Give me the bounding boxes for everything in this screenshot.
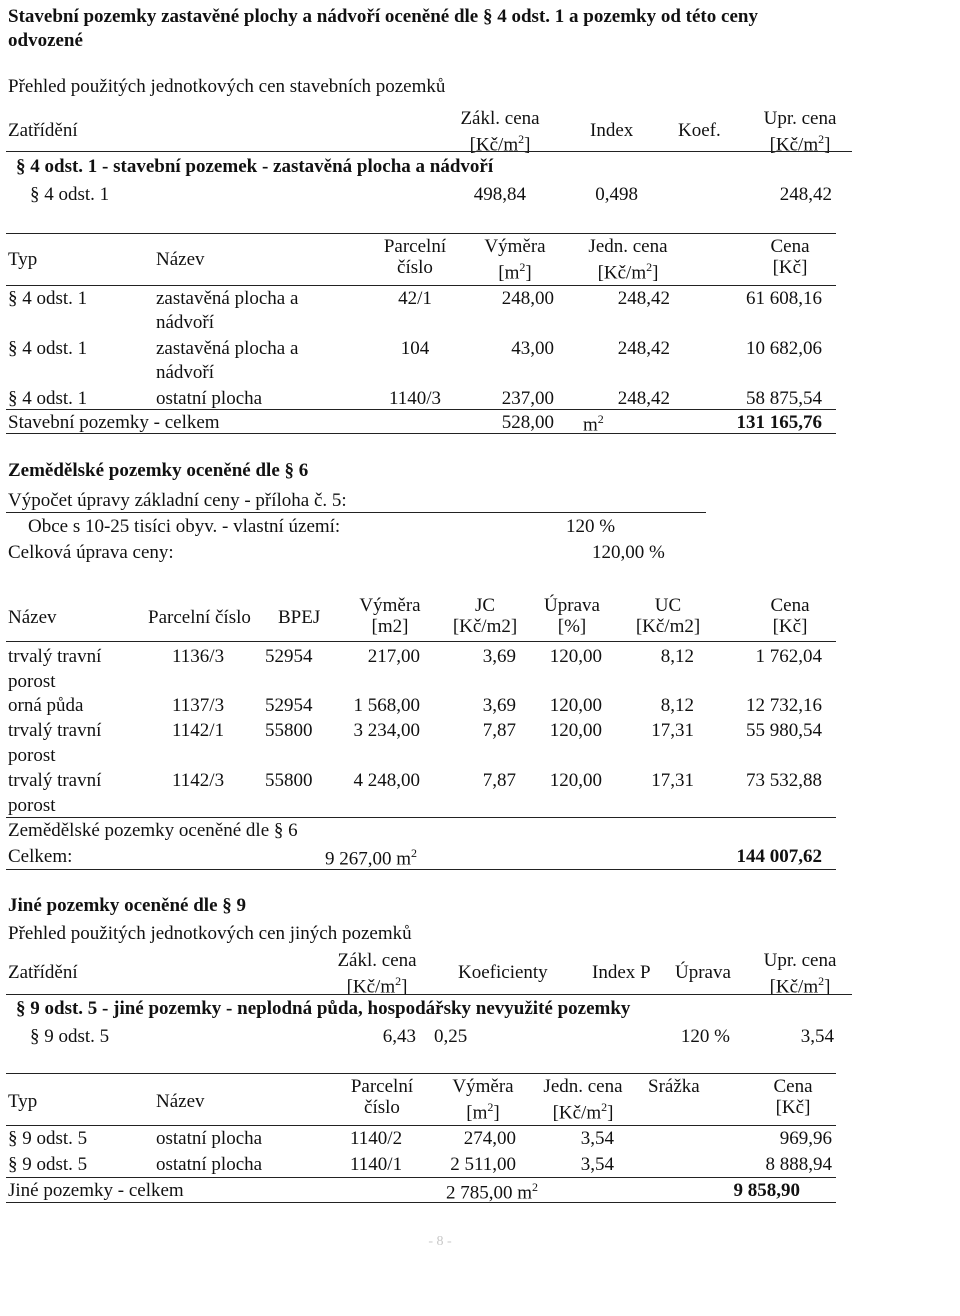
t2-h-jc: JC [Kč/m2] — [452, 595, 518, 637]
t2-celkem-label: Celkem: — [8, 846, 73, 867]
s3-category-upr: 3,54 — [800, 1026, 834, 1047]
h-zakl-cena: Zákl. cena $[Kč/m^2]$ — [460, 108, 540, 156]
divider — [6, 285, 836, 286]
section3-title: Jiné pozemky oceněné dle § 9 — [8, 895, 247, 916]
t1-h-jedn-cena: Jedn. cena $[Kč/m^2]$ — [588, 236, 668, 284]
cell-jc: 7,87 — [482, 720, 516, 741]
t3-total-cena: 9 858,90 — [733, 1180, 800, 1201]
t2-h-bpej: BPEJ — [278, 607, 321, 628]
t2-h-vymera: Výměra [m2] — [359, 595, 421, 637]
category-index: 0,498 — [595, 184, 638, 205]
page-title: Stavební pozemky zastavěné plochy a nádvoří oceněné dle § 4 odst. 1 a pozemky od této ceny — [8, 6, 758, 27]
t1-h-parcelni: Parcelní číslo — [383, 236, 447, 278]
category-zakl: 498,84 — [473, 184, 526, 205]
cell-uc: 17,31 — [651, 720, 694, 741]
divider — [6, 1177, 836, 1178]
h-koef: Koef. — [678, 120, 721, 141]
cell-typ: § 4 odst. 1 — [8, 288, 88, 309]
cell-parcelni: 1142/3 — [172, 770, 225, 791]
cell-uprava: 120,00 — [549, 646, 602, 667]
s3-h-uprava: Úprava — [675, 962, 731, 983]
h-upr-cena: Upr. cena $[Kč/m^2]$ — [763, 108, 837, 156]
t2-h-nazev: Název — [8, 607, 57, 628]
cell-vymera: 2 511,00 — [450, 1154, 516, 1175]
s3-h-zatrideni: Zatřídění — [8, 962, 78, 983]
cell-parcelni: 1137/3 — [172, 695, 225, 716]
t2-h-uprava: Úprava [%] — [544, 595, 600, 637]
divider — [6, 1125, 836, 1126]
divider — [6, 233, 836, 234]
cell-vymera: 274,00 — [463, 1128, 516, 1149]
cell-vymera: 4 248,00 — [353, 770, 420, 791]
section1-subtitle: Přehled použitých jednotkových cen stavebních pozemků — [8, 76, 446, 97]
s3-category-koef: 0,25 — [434, 1026, 468, 1047]
cell-nazev: ostatní plocha — [156, 388, 263, 409]
h-index: Index — [590, 120, 634, 141]
t2-h-parcelni: Parcelní číslo — [148, 607, 251, 628]
divider — [6, 641, 836, 642]
t1-total-cena: 131 165,76 — [736, 412, 822, 433]
cell-nazev: ostatní plocha — [156, 1128, 263, 1149]
cell-jedn-cena: 248,42 — [617, 338, 670, 359]
cell-vymera: 237,00 — [501, 388, 554, 409]
divider — [6, 151, 852, 152]
page-number: - 8 - — [428, 1234, 452, 1249]
cell-typ: § 9 odst. 5 — [8, 1154, 88, 1175]
cell-nazev: trvalý travní — [8, 720, 102, 741]
cell-vymera: 43,00 — [511, 338, 554, 359]
cell-jc: 3,69 — [482, 695, 516, 716]
t3-h-nazev: Název — [156, 1091, 205, 1112]
t1-h-typ: Typ — [8, 249, 38, 270]
s3-category-uprava: 120 % — [680, 1026, 730, 1047]
cell-cena: 58 875,54 — [746, 388, 822, 409]
t3-h-parcelni: Parcelní číslo — [350, 1076, 414, 1118]
cell-nazev: porost — [8, 745, 56, 766]
cell-uc: 8,12 — [660, 695, 694, 716]
t2-h-cena: Cena [Kč] — [770, 595, 810, 637]
t3-total-vymera: 2 785,00 $m^2$ — [446, 1180, 539, 1204]
cell-nazev: orná půda — [8, 695, 84, 716]
cell-nazev: ostatní plocha — [156, 1154, 263, 1175]
category-title: § 4 odst. 1 - stavební pozemek - zastavěná plocha a nádvoří — [16, 156, 494, 177]
cell-cena: 61 608,16 — [746, 288, 822, 309]
cell-vymera: 248,00 — [501, 288, 554, 309]
cell-vymera: 3 234,00 — [353, 720, 420, 741]
section2-title: Zemědělské pozemky oceněné dle § 6 — [8, 460, 309, 481]
cell-parcelni: 1140/1 — [350, 1154, 403, 1175]
cell-uprava: 120,00 — [549, 695, 602, 716]
divider — [6, 869, 836, 870]
s3-category-code: § 9 odst. 5 — [30, 1026, 110, 1047]
cell-vymera: 1 568,00 — [353, 695, 420, 716]
cell-cena: 12 732,16 — [746, 695, 822, 716]
section3-subtitle: Přehled použitých jednotkových cen jiných pozemků — [8, 923, 412, 944]
divider — [6, 1073, 836, 1074]
t3-h-vymera: Výměra $[m^2]$ — [452, 1076, 514, 1124]
cell-cena: 10 682,06 — [746, 338, 822, 359]
s3-category-zakl: 6,43 — [382, 1026, 416, 1047]
cell-parcelni: 1140/2 — [350, 1128, 403, 1149]
cell-jedn-cena: 3,54 — [580, 1154, 614, 1175]
t1-h-vymera: Výměra $[m^2]$ — [484, 236, 546, 284]
obce-value: 120 % — [566, 516, 616, 537]
cell-parcelni: 104 — [400, 338, 430, 359]
cell-cena: 73 532,88 — [746, 770, 822, 791]
t3-h-typ: Typ — [8, 1091, 38, 1112]
cell-cena: 969,96 — [779, 1128, 832, 1149]
cell-uprava: 120,00 — [549, 770, 602, 791]
t1-total-label: Stavební pozemky - celkem — [8, 412, 220, 433]
divider — [6, 409, 836, 410]
cell-bpej: 55800 — [265, 770, 313, 791]
t2-celkem-cena: 144 007,62 — [736, 846, 822, 867]
cell-parcelni: 1140/3 — [388, 388, 442, 409]
calc-label: Výpočet úpravy základní ceny - příloha č. 5: — [8, 490, 347, 511]
divider — [6, 1202, 836, 1203]
cell-vymera: 217,00 — [367, 646, 420, 667]
cell-jedn-cena: 248,42 — [617, 288, 670, 309]
cell-nazev: nádvoří — [156, 312, 215, 333]
cell-nazev: porost — [8, 795, 56, 816]
divider — [6, 817, 836, 818]
cell-typ: § 9 odst. 5 — [8, 1128, 88, 1149]
page-title-cont: odvozené — [8, 30, 83, 51]
t1-h-nazev: Název — [156, 249, 205, 270]
celkova-uprava-value: 120,00 % — [592, 542, 665, 563]
cell-parcelni: 42/1 — [398, 288, 432, 309]
cell-nazev: trvalý travní — [8, 770, 102, 791]
t1-h-cena: Cena [Kč] — [770, 236, 810, 278]
cell-jedn-cena: 248,42 — [617, 388, 670, 409]
cell-typ: § 4 odst. 1 — [8, 338, 88, 359]
cell-cena: 55 980,54 — [746, 720, 822, 741]
obce-label: Obce s 10-25 tisíci obyv. - vlastní území: — [28, 516, 341, 537]
s3-h-koeficienty: Koeficienty — [458, 962, 548, 983]
category-code: § 4 odst. 1 — [30, 184, 110, 205]
t3-h-jedn-cena: Jedn. cena $[Kč/m^2]$ — [543, 1076, 623, 1124]
cell-parcelni: 1142/1 — [172, 720, 225, 741]
cell-parcelni: 1136/3 — [172, 646, 225, 667]
t2-foot-label: Zemědělské pozemky oceněné dle § 6 — [8, 820, 298, 841]
cell-jc: 3,69 — [482, 646, 516, 667]
cell-nazev: porost — [8, 671, 56, 692]
t1-total-vymera: 528,00 — [501, 412, 554, 433]
s3-h-zakl-cena: Zákl. cena $[Kč/m^2]$ — [337, 950, 417, 998]
cell-nazev: nádvoří — [156, 362, 215, 383]
cell-nazev: trvalý travní — [8, 646, 102, 667]
cell-uc: 8,12 — [660, 646, 694, 667]
t3-h-cena: Cena [Kč] — [773, 1076, 813, 1118]
divider — [6, 512, 706, 513]
cell-typ: § 4 odst. 1 — [8, 388, 88, 409]
t1-total-unit: $m^2$ — [583, 412, 604, 436]
s3-h-upr-cena: Upr. cena $[Kč/m^2]$ — [763, 950, 837, 998]
t2-h-uc: UC [Kč/m2] — [635, 595, 701, 637]
cell-bpej: 55800 — [265, 720, 313, 741]
cell-jc: 7,87 — [482, 770, 516, 791]
divider — [6, 433, 836, 434]
cell-uc: 17,31 — [651, 770, 694, 791]
t2-celkem-vymera: 9 267,00 $m^2$ — [325, 846, 418, 870]
cell-jedn-cena: 3,54 — [580, 1128, 614, 1149]
celkova-uprava-label: Celková úprava ceny: — [8, 542, 174, 563]
cell-cena: 8 888,94 — [765, 1154, 832, 1175]
t3-total-label: Jiné pozemky - celkem — [8, 1180, 184, 1201]
s3-h-index-p: Index P — [592, 962, 651, 983]
t3-h-srazka: Srážka — [648, 1076, 700, 1097]
cell-uprava: 120,00 — [549, 720, 602, 741]
cell-nazev: zastavěná plocha a — [156, 288, 299, 309]
h-zatrideni: Zatřídění — [8, 120, 78, 141]
cell-bpej: 52954 — [265, 646, 313, 667]
divider — [6, 994, 852, 995]
cell-cena: 1 762,04 — [755, 646, 822, 667]
s3-category-title: § 9 odst. 5 - jiné pozemky - neplodná půda, hospodářsky nevyužité pozemky — [16, 998, 631, 1019]
cell-bpej: 52954 — [265, 695, 313, 716]
cell-nazev: zastavěná plocha a — [156, 338, 299, 359]
category-upr: 248,42 — [779, 184, 832, 205]
